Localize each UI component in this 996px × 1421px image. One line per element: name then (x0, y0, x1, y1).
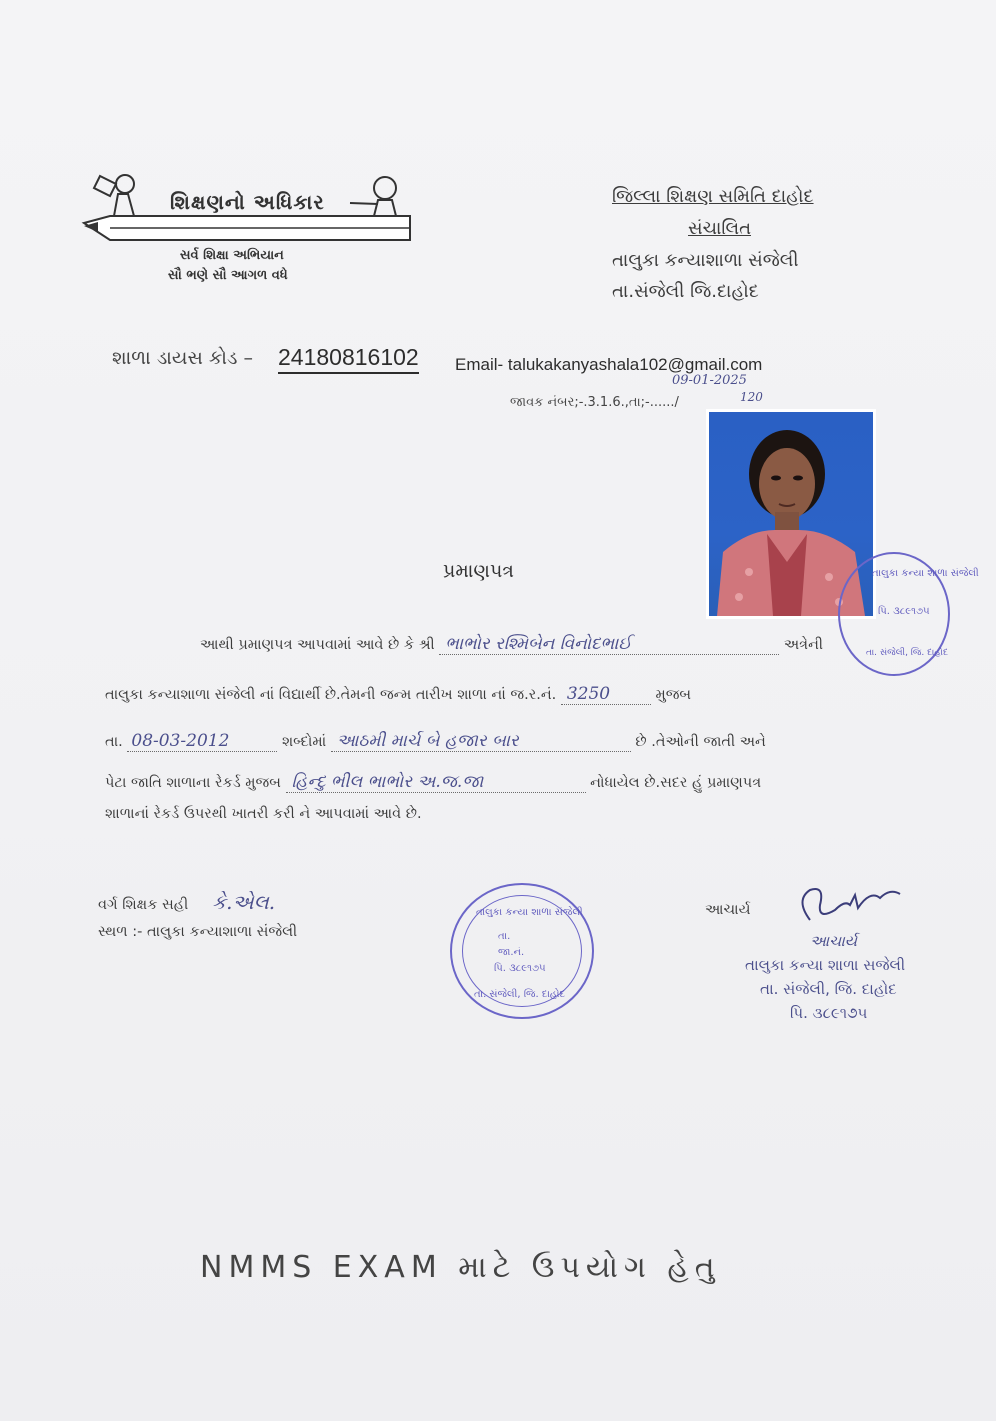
logo-line-1: સર્વ શિક્ષા અભિયાન (180, 248, 284, 263)
school-stamp-center (450, 883, 594, 1019)
logo-line-2: સૌ ભણે સૌ આગળ વધે (168, 268, 288, 283)
line3-mid: શબ્દોમાં (282, 734, 327, 750)
center-stamp-jn: જા.નં. (498, 947, 525, 958)
outward-number-label: જાવક નંબર;-.3.1.6.,તા;-....../ (510, 395, 679, 410)
principal-signature-handwritten (790, 880, 905, 930)
outward-number-handwritten: 120 (740, 390, 763, 404)
student-name-field: ભાભોર રશ્મિબેન વિનોદભાઈ (439, 634, 779, 655)
birth-date-field: 08-03-2012 (127, 731, 277, 752)
school-stamp-line-3: પિ. ૩૮૯૧૭૫ (790, 1004, 868, 1022)
line2-suffix: મુજબ (655, 687, 692, 703)
school-stamp-line-2: તા. સંજેલી, જિ. દાહોદ (760, 980, 897, 998)
caste-field: હિન્દુ ભીલ ભાભોર અ.જ.જા (286, 772, 586, 793)
center-stamp-pin: પિ. ૩૮૯૧૭૫ (494, 963, 546, 974)
certificate-title: પ્રમાણપત્ર (443, 560, 514, 582)
line4-suffix: નોધાયેલ છે.સદર હું પ્રમાણપત્ર (590, 775, 762, 791)
managed-by-label: સંચાલિત (688, 218, 751, 239)
center-stamp-text: તાલુકા કન્યા શાળા સંજેલી (476, 907, 583, 918)
school-stamp-line-1: તાલુકા કન્યા શાળા સજેલી (745, 956, 906, 974)
district-committee-heading: જિલ્લા શિક્ષણ સમિતિ દાહોદ (612, 186, 814, 207)
line2-prefix: તાલુકા કન્યાશાળા સંજેલી નાં વિદ્યાર્થી છે.તેમની જન્મ તારીખ શાળા નાં જ.ર.નં. (105, 687, 557, 703)
body-line-4 (105, 772, 761, 793)
line3-prefix: તા. (105, 734, 123, 750)
birth-date-words-field: આઠમી માર્ચ બે હજાર બાર (331, 731, 631, 752)
dise-code-label: શાળા ડાયસ કોડ – (112, 347, 254, 369)
center-stamp-bottom: તા. સંજેલી, જિ. દાહોદ (474, 989, 566, 1000)
place-label: સ્થળ :- તાલુકા કન્યાશાળા સંજેલી (98, 924, 298, 940)
logo-title: શિક્ષણનો અધિકાર (170, 190, 325, 214)
body-line-3 (105, 731, 766, 752)
line1-suffix: અત્રેની (783, 637, 824, 653)
body-line-2 (105, 684, 691, 705)
shiksha-adhikar-logo (80, 168, 420, 288)
dise-code-value: 24180816102 (278, 344, 419, 374)
line1-prefix: આથી પ્રમાણપત્ર આપવામાં આવે છે કે શ્રી (200, 637, 435, 653)
body-line-1 (200, 634, 823, 655)
principal-label: આચાર્ય (705, 902, 751, 918)
stamp-pin: પિ. ૩૮૯૧૭૫ (878, 606, 930, 617)
line4-prefix: પેટા જાતિ શાળાના રેકર્ડ મુજબ (105, 775, 281, 791)
stamp-bottom-text: તા. સંજેલી, જિ. દાહોદ (866, 648, 948, 658)
teacher-signature-handwritten: કે.એલ. (212, 890, 276, 914)
principal-title-stamp: આચાર્ય (810, 932, 858, 950)
center-stamp-ta: તા. (498, 931, 511, 942)
school-email: Email- talukakanyashala102@gmail.com (455, 355, 763, 374)
nmms-note-handwritten: NMMS EXAM માટે ઉપયોગ હેતુ (200, 1250, 721, 1285)
school-location: તા.સંજેલી જિ.દાહોદ (612, 281, 759, 302)
school-stamp-photo (838, 552, 979, 676)
school-name: તાલુકા કન્યાશાળા સંજેલી (612, 250, 799, 271)
stamp-text: તાલુકા કન્યા શાળા સંજેલી (872, 568, 979, 579)
body-line-5: શાળાનાં રેકર્ડ ઉપરથી ખાતરી કરી ને આપવામાં આવે છે. (105, 806, 422, 822)
line3-suffix: છે .તેઓની જાતી અને (635, 734, 766, 750)
teacher-signature-label: વર્ગ શિક્ષક સહી (98, 897, 189, 913)
register-number-field: 3250 (561, 684, 651, 705)
outward-date-handwritten: 09-01-2025 (672, 373, 747, 388)
